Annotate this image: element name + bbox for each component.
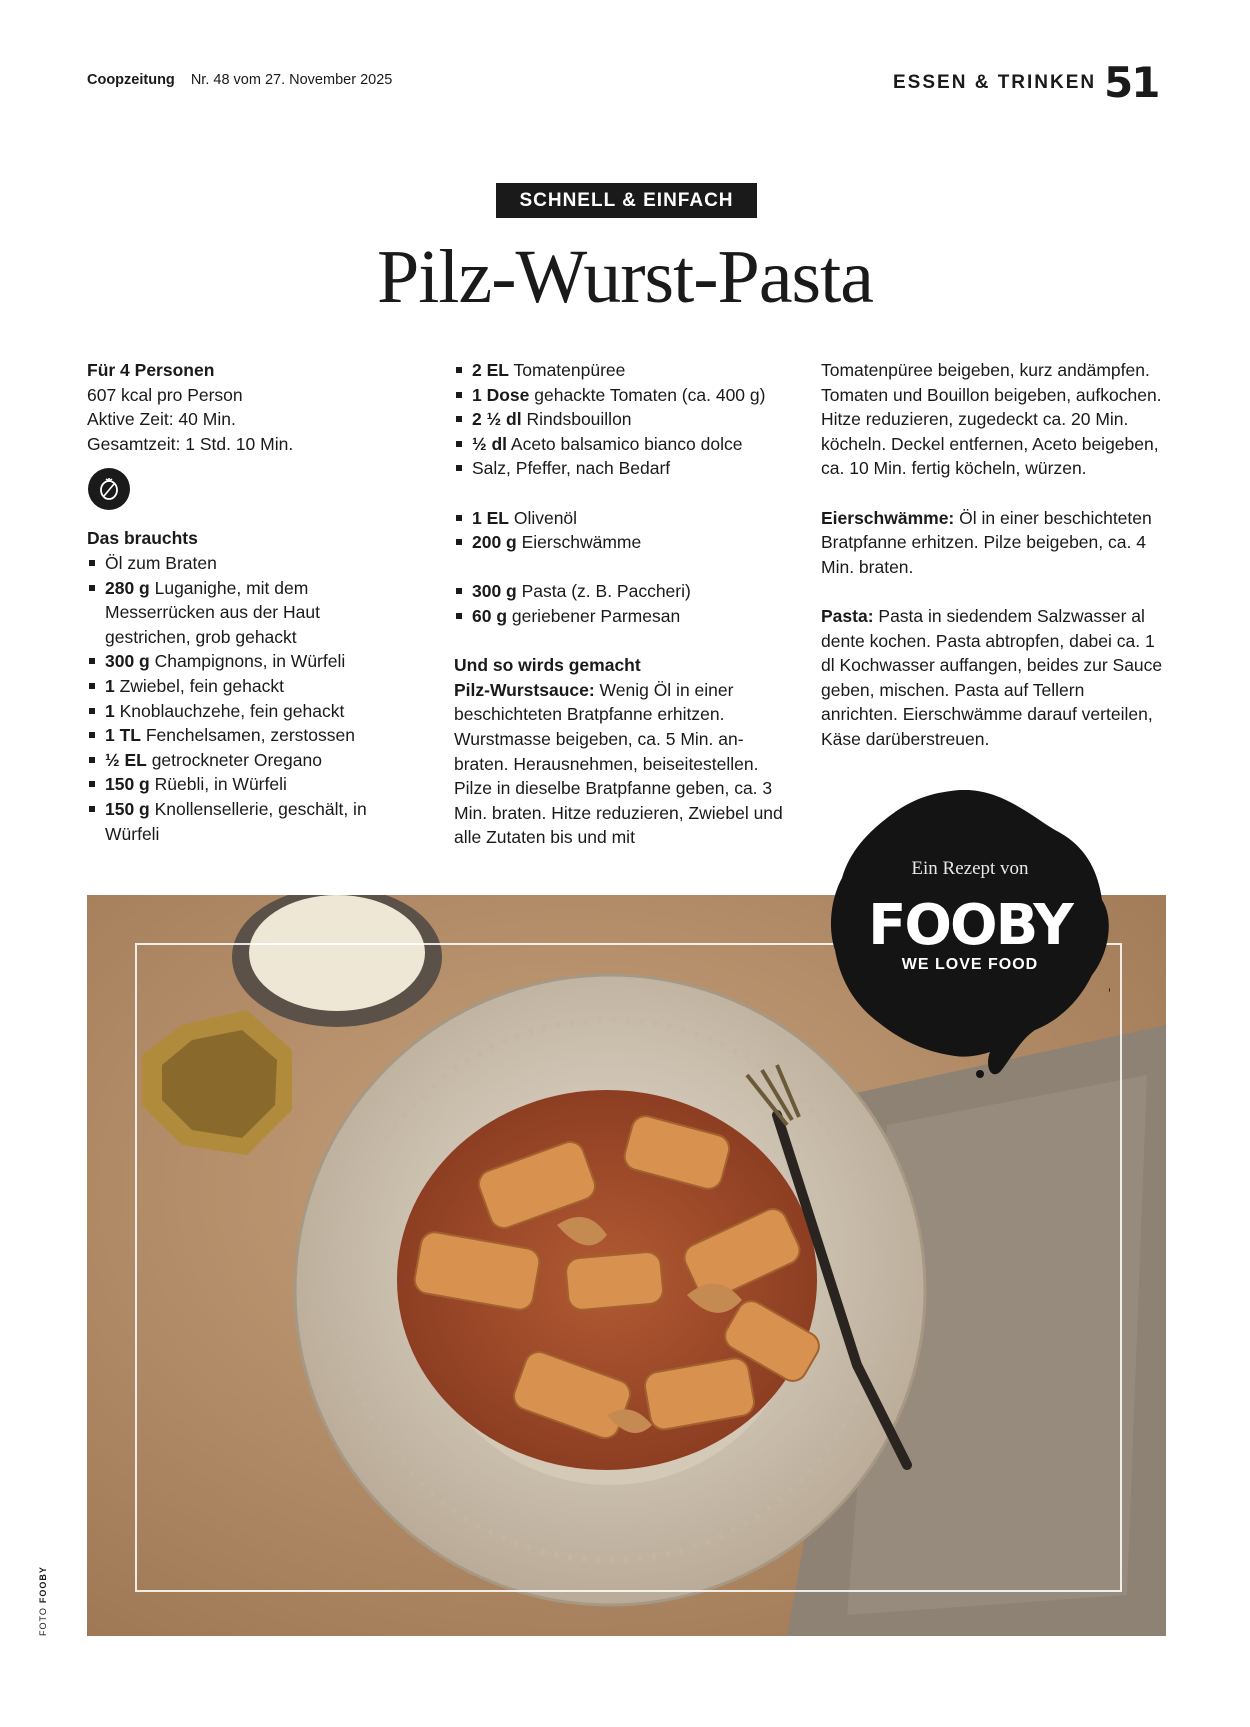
ingredient-text: Fenchelsamen, zerstossen: [140, 725, 355, 746]
ingredient-quantity: 1 EL: [472, 507, 509, 528]
ingredients-list-1: [87, 551, 387, 846]
ingredients-list-mushrooms: [454, 506, 784, 555]
photo-credit-label: FOTO: [38, 1607, 48, 1636]
ingredient-quantity: 150 g: [105, 798, 150, 819]
method-mushrooms-text: Öl in einer beschichteten Bratpfanne erhitzen. Pilze beigeben, ca. 4 Min. braten.: [821, 507, 1152, 577]
ingredient-text: Rüebli, in Würfeli: [149, 774, 287, 795]
ingredient-quantity: 300 g: [472, 581, 517, 602]
ingredient-text: Öl zum Braten: [105, 552, 217, 573]
ingredient-item: [87, 772, 387, 797]
ingredient-quantity: ½ EL: [105, 749, 147, 770]
method-sauce-continued: Tomatenpüree beigeben, kurz andämpfen. Tomaten und Bouillon beigeben, aufkochen. Hitze reduzieren, zugedeckt ca. 20 Min. köcheln. Deckel entfernen, Aceto beigeben, ca. 10 Min. fertig köcheln, würzen.: [821, 360, 1162, 479]
calories: 607 kcal pro Person: [87, 384, 243, 405]
issue-date: Nr. 48 vom 27. November 2025: [190, 72, 393, 88]
method-sauce: [454, 678, 784, 850]
ingredient-quantity: ½ dl: [472, 433, 508, 454]
ingredient-quantity: 280 g: [105, 577, 150, 598]
ingredient-item: [454, 530, 784, 555]
ingredient-item: [87, 576, 387, 650]
publication-name: Coopzeitung: [87, 72, 175, 88]
method-mushrooms: [821, 506, 1166, 580]
ingredient-item: [454, 506, 784, 531]
method-sauce-text: Wenig Öl in einer beschichteten Bratpfanne erhitzen. Wurstmasse beigeben, ca. 5 Min. anbraten. Herausnehmen, beiseitestellen. Pilze in dieselbe Bratpfanne geben, ca. 3 Min. braten. Hitze reduzieren, Zwiebel und alle Zutaten bis und mit: [454, 679, 783, 848]
ingredient-text: Knoblauchzehe, fein gehackt: [114, 700, 345, 721]
ingredient-quantity: 1 TL: [105, 725, 141, 746]
ingredients-method-column: [454, 358, 784, 850]
photo-credit-name: FOOBY: [38, 1566, 48, 1604]
section-title: ESSEN & TRINKEN: [893, 72, 1097, 93]
ingredient-quantity: 200 g: [472, 532, 517, 553]
ingredient-item: [454, 456, 784, 481]
method-pasta-text: Pasta in siedendem Salzwasser al dente kochen. Pasta abtropfen, dabei ca. 1 dl Kochwasser auffangen, beides zur Sauce geben, mischen. Pasta auf Tellern anrichten. Eierschwämme darauf verteilen, Käse darüberstreuen.: [821, 605, 1163, 749]
method-mushrooms-label: Eierschwämme:: [821, 507, 955, 528]
total-time: Gesamtzeit: 1 Std. 10 Min.: [87, 433, 294, 454]
ingredient-item: [454, 383, 784, 408]
ingredient-quantity: 60 g: [472, 605, 508, 626]
ingredient-quantity: 300 g: [105, 651, 150, 672]
ingredient-text: Luganighe, mit dem Messerrücken aus der Haut gestrichen, grob gehackt: [105, 577, 320, 647]
ingredient-item: [454, 604, 784, 629]
active-time: Aktive Zeit: 40 Min.: [87, 409, 236, 430]
fooby-intro: Ein Rezept von: [911, 858, 1029, 879]
ingredient-text: Zwiebel, fein gehackt: [114, 675, 284, 696]
ingredients-heading: Das brauchts: [87, 528, 198, 549]
category-badge: SCHNELL & EINFACH: [496, 183, 757, 218]
ingredient-item: [87, 723, 387, 748]
ingredient-text: gehackte Tomaten (ca. 400 g): [529, 384, 766, 405]
ingredients-list-pasta: [454, 579, 784, 628]
ingredient-text: Pasta (z. B. Paccheri): [516, 581, 691, 602]
ingredient-item: [454, 579, 784, 604]
ingredient-quantity: 2 EL: [472, 360, 509, 380]
method-pasta: [821, 604, 1166, 752]
ingredient-quantity: 150 g: [105, 774, 150, 795]
ingredient-text: geriebener Parmesan: [507, 605, 681, 626]
ingredient-text: Olivenöl: [508, 507, 578, 528]
ingredient-item: [87, 674, 387, 699]
fooby-logo: FOOBY: [868, 893, 1072, 958]
ingredient-item: [87, 649, 387, 674]
ingredient-quantity: 2 ½ dl: [472, 409, 522, 430]
vegetable-icon: [88, 468, 130, 510]
page-number: 51: [1104, 58, 1159, 107]
ingredient-quantity: 1 Dose: [472, 384, 530, 405]
ingredient-item: [87, 748, 387, 773]
ingredient-text: Knollensellerie, geschält, in Würfeli: [105, 798, 367, 844]
ingredient-text: Tomatenpüree: [508, 360, 626, 380]
ingredient-quantity: 1: [105, 700, 115, 721]
photo-credit: [38, 1566, 48, 1636]
ingredient-text: Salz, Pfeffer, nach Bedarf: [472, 458, 671, 479]
ingredient-item: [87, 551, 387, 576]
method-pasta-label: Pasta:: [821, 605, 874, 626]
ingredient-item: [454, 358, 784, 383]
ingredient-text: Aceto balsamico bianco dolce: [507, 433, 743, 454]
method-sauce-label: Pilz-Wurstsauce:: [454, 679, 595, 700]
issue-line: [87, 72, 392, 88]
ingredient-item: [87, 699, 387, 724]
servings: Für 4 Personen: [87, 360, 215, 380]
fooby-slogan: WE LOVE FOOD: [901, 956, 1039, 973]
ingredient-item: [454, 432, 784, 457]
recipe-title: Pilz-Wurst-Pasta: [377, 235, 873, 319]
ingredients-list-sauce: [454, 358, 784, 481]
ingredient-quantity: 1: [105, 675, 115, 696]
ingredient-text: Eierschwämme: [516, 532, 642, 553]
ingredient-item: [454, 407, 784, 432]
ingredient-text: getrockneter Oregano: [146, 749, 322, 770]
ingredient-text: Champignons, in Würfeli: [149, 651, 346, 672]
info-column: [87, 358, 387, 846]
ingredient-item: [87, 797, 387, 846]
method-heading: Und so wirds gemacht: [454, 655, 641, 676]
ingredient-text: Rindsbouillon: [521, 409, 632, 430]
method-column: [821, 358, 1166, 752]
